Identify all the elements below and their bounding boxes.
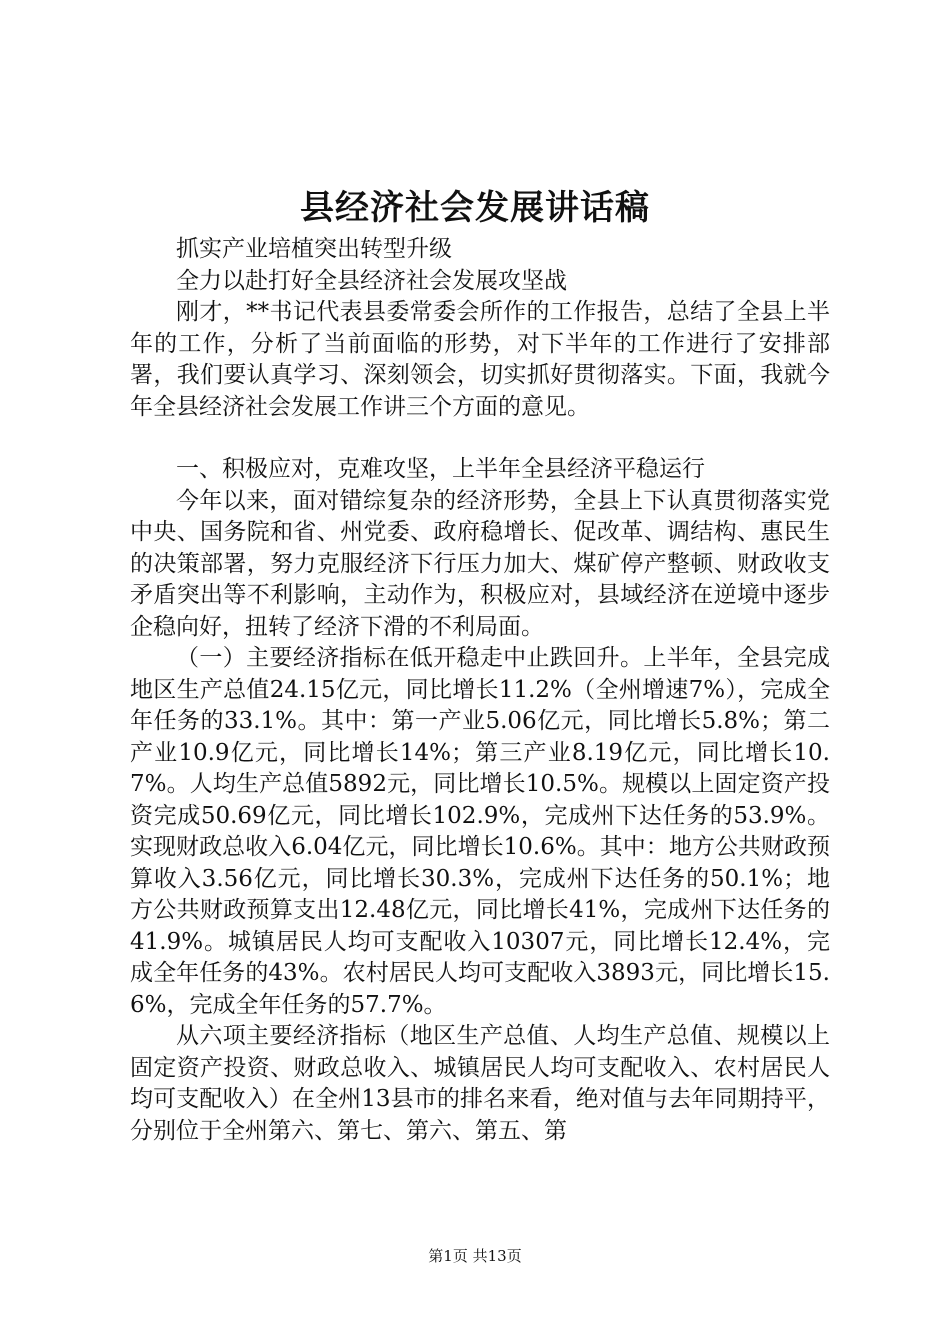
document-body	[130, 234, 830, 1147]
page-footer: 第1页 共13页	[428, 1247, 522, 1265]
section-1-paragraph: 今年以来，面对错综复杂的经济形势，全县上下认真贯彻落实党中央、国务院和省、州党委、政府稳增长、促改革、调结构、惠民生的决策部署，努力克服经济下行压力加大、煤矿停产整顿、财政收支矛盾突出等不利影响，主动作为，积极应对，县域经济在逆境中逐步企稳向好，扭转了经济下滑的不利局面。	[130, 487, 830, 640]
document-title: 县经济社会发展讲话稿	[300, 188, 650, 228]
intro-paragraph: 刚才，**书记代表县委常委会所作的工作报告，总结了全县上半年的工作，分析了当前面临的形势，对下半年的工作进行了安排部署，我们要认真学习、深刻领会，切实抓好贯彻落实。下面，我就今年全县经济社会发展工作讲三个方面的意见。	[130, 299, 830, 420]
subsection-1-paragraph: （一）主要经济指标在低开稳走中止跌回升。上半年，全县完成地区生产总值24.15亿元，同比增长11.2%（全州增速7%），完成全年任务的33.1%。其中：第一产业5.06亿元，同比增长5.8%；第二产业10.9亿元，同比增长14%；第三产业8.19亿元，同比增长10.7%。人均生产总值5892元，同比增长10.5%。规模以上固定资产投资完成50.69亿元，同比增长102.9%，完成州下达任务的53.9%。实现财政总收入6.04亿元，同比增长10.6%。其中：地方公共财政预算收入3.56亿元，同比增长30.3%，完成州下达任务的50.1%；地方公共财政预算支出12.48亿元，同比增长41%，完成州下达任务的41.9%。城镇居民人均可支配收入10307元，同比增长12.4%，完成全年任务的43%。农村居民人均可支配收入3893元，同比增长15.6%，完成全年任务的57.7%。	[130, 645, 830, 1018]
subtitle-line-2: 全力以赴打好全县经济社会发展攻坚战	[176, 267, 567, 294]
ranking-paragraph: 从六项主要经济指标（地区生产总值、人均生产总值、规模以上固定资产投资、财政总收入、城镇居民人均可支配收入、农村居民人均可支配收入）在全州13县市的排名来看，绝对值与去年同期持平，分别位于全州第六、第七、第六、第五、第	[130, 1023, 830, 1144]
section-heading-1: 一、积极应对，克难攻坚，上半年全县经济平稳运行	[176, 456, 705, 482]
subtitle-line-1: 抓实产业培植突出转型升级	[176, 236, 452, 262]
